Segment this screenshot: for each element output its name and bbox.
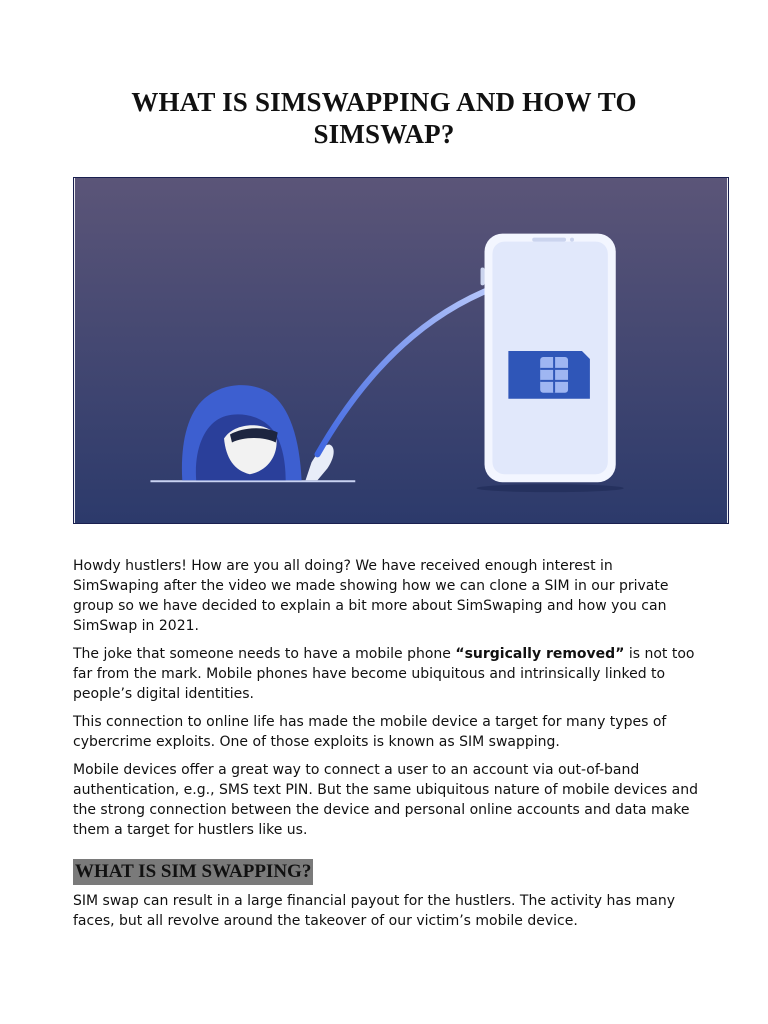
emphasis-text: “surgically removed” — [455, 646, 625, 662]
hacker-phishing-sim-icon — [74, 178, 728, 523]
paragraph-3: This connection to online life has made the mobile device a target for many types of cybercrime exploits. One of those exploits is known as SIM swapping. — [73, 714, 667, 750]
section-paragraph: SIM swap can result in a large financial payout for the hustlers. The activity has many faces, but all revolve around the takeover of our victim’s mobile device. — [73, 893, 676, 929]
section-heading: WHAT IS SIM SWAPPING? — [73, 859, 313, 885]
paragraph-2-end: is not too far from the mark. Mobile phones have become ubiquitous and intrinsically linked to people’s digital identities. — [73, 646, 695, 702]
document-title — [60, 86, 708, 150]
title-line-1: WHAT IS SIMSWAPPING AND HOW TO — [131, 87, 637, 117]
paragraph-2-start: The joke that someone needs to have a mobile phone — [73, 646, 456, 662]
paragraph-4: Mobile devices offer a great way to connect a user to an account via out-of-band authentication, e.g., SMS text PIN. But the same ubiquitous nature of mobile devices and the strong connection between the device and personal online accounts and data make them a target for hustlers like us. — [73, 762, 698, 838]
paragraph-1: Howdy hustlers! How are you all doing? We have received enough interest in SimSwaping after the video we made showing how we can clone a SIM in our private group so we have decided to explain a bit more about SimSwaping and how you can SimSwap in 2021. — [73, 558, 669, 634]
paragraph-2 — [73, 644, 703, 704]
hero-illustration — [73, 177, 729, 524]
title-line-2: SIMSWAP? — [313, 119, 455, 149]
